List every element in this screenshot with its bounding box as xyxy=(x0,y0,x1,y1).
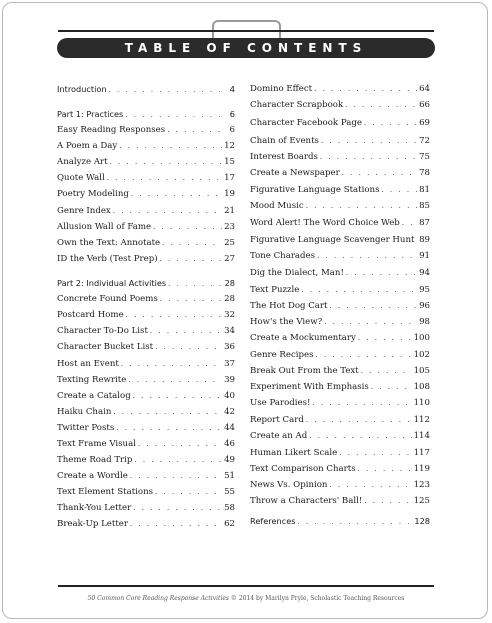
dot-leader xyxy=(316,348,412,362)
dot-leader xyxy=(306,199,417,213)
toc-entry-title: Genre Recipes xyxy=(250,350,314,360)
toc-entry-page: 25 xyxy=(224,238,235,248)
toc-entry-page: 123 xyxy=(413,480,430,490)
toc-entry xyxy=(57,308,235,322)
dot-leader xyxy=(133,501,222,515)
toc-entry-page: 40 xyxy=(224,391,235,401)
footer-credit xyxy=(0,595,492,602)
toc-entry-page: 78 xyxy=(419,168,430,178)
dot-leader xyxy=(133,389,222,403)
toc-entry xyxy=(250,166,430,180)
dot-leader xyxy=(138,437,222,451)
toc-entry xyxy=(57,204,235,218)
dot-leader xyxy=(131,187,222,201)
toc-entry-page: 96 xyxy=(419,301,430,311)
toc-entry-page: 21 xyxy=(224,206,235,216)
toc-entry-title: Part 1: Practices xyxy=(57,109,124,119)
dot-leader xyxy=(113,405,222,419)
dot-leader xyxy=(320,150,417,164)
toc-entry-title: Text Element Stations xyxy=(57,487,154,497)
toc-entry-title: Figurative Language Stations xyxy=(250,185,380,195)
dot-leader xyxy=(364,494,411,508)
toc-entry xyxy=(250,315,430,329)
toc-entry-page: 32 xyxy=(224,310,235,320)
toc-entry-page: 119 xyxy=(413,464,430,474)
dot-leader xyxy=(109,83,223,97)
dot-leader xyxy=(162,236,222,250)
toc-entry xyxy=(57,437,235,451)
toc-entry-title: Own the Text: Annotate xyxy=(57,238,161,248)
dot-leader xyxy=(128,373,222,387)
toc-entry-page: 98 xyxy=(419,317,430,327)
toc-entry-title: Text Puzzle xyxy=(250,285,300,295)
toc-entry-page: 89 xyxy=(419,235,430,245)
toc-entry-title: Use Parodies! xyxy=(250,398,311,408)
toc-entry xyxy=(250,216,430,230)
toc-entry-title: Character Facebook Page xyxy=(250,118,362,128)
top-rule xyxy=(58,30,434,32)
toc-entry-title: The Hot Dog Cart xyxy=(250,301,328,311)
toc-entry-title: Human Likert Scale xyxy=(250,448,338,458)
toc-entry-title: Twitter Posts xyxy=(57,423,115,433)
toc-entry-title: Easy Reading Responses xyxy=(57,125,166,135)
toc-entry-page: 39 xyxy=(224,375,235,385)
toc-entry-page: 28 xyxy=(224,294,235,304)
toc-entry xyxy=(250,413,430,427)
toc-entry xyxy=(57,485,235,499)
toc-entry-page: 36 xyxy=(224,342,235,352)
toc-entry-page: 6 xyxy=(229,109,235,119)
toc-entry-title: Create a Newspaper xyxy=(250,168,340,178)
dot-leader xyxy=(119,139,222,153)
dot-leader xyxy=(168,277,222,291)
dot-leader xyxy=(167,123,223,137)
dot-leader xyxy=(153,220,222,234)
toc-entry-title: Create a Wordle xyxy=(57,471,128,481)
dot-leader xyxy=(155,485,222,499)
toc-entry-title: Word Alert! The Word Choice Web xyxy=(250,218,400,228)
toc-entry xyxy=(250,494,430,508)
toc-entry-page: 81 xyxy=(419,185,430,195)
toc-entry xyxy=(57,517,235,531)
toc-entry-page: 72 xyxy=(419,136,430,146)
toc-entry-title: Texting Rewrite xyxy=(57,375,127,385)
dot-leader xyxy=(381,183,417,197)
toc-section-heading xyxy=(57,107,235,121)
toc-entry-title: Haiku Chain xyxy=(57,407,112,417)
toc-entry xyxy=(250,429,430,443)
toc-entry xyxy=(250,134,430,148)
toc-entry-title: Genre Index xyxy=(57,206,111,216)
toc-entry xyxy=(250,266,430,280)
toc-entry-title: References xyxy=(250,516,296,526)
dot-leader xyxy=(160,252,222,266)
toc-entry-title: ID the Verb (Test Prep) xyxy=(57,254,158,264)
dot-leader xyxy=(298,515,413,529)
toc-entry xyxy=(250,233,430,247)
toc-entry-title: Report Card xyxy=(250,415,304,425)
dot-leader xyxy=(321,134,417,148)
dot-leader xyxy=(371,380,412,394)
toc-entry-title: Break Out From the Text xyxy=(250,366,359,376)
toc-entry xyxy=(57,171,235,185)
toc-entry-page: 114 xyxy=(413,431,430,441)
toc-entry-title: A Poem a Day xyxy=(57,141,118,151)
toc-entry xyxy=(250,98,430,112)
toc-entry-page: 17 xyxy=(224,173,235,183)
toc-entry xyxy=(57,187,235,201)
toc-entry xyxy=(250,478,430,492)
toc-entry-page: 28 xyxy=(224,278,235,288)
toc-entry xyxy=(250,364,430,378)
toc-entry-page: 125 xyxy=(413,496,430,506)
toc-entry xyxy=(250,299,430,313)
bottom-rule xyxy=(58,585,434,587)
dot-leader xyxy=(130,517,222,531)
toc-entry xyxy=(57,501,235,515)
toc-entry xyxy=(57,252,235,266)
toc-entry-title: Poetry Modeling xyxy=(57,189,129,199)
dot-leader xyxy=(309,429,411,443)
toc-entry-page: 94 xyxy=(419,268,430,278)
dot-leader xyxy=(116,421,222,435)
toc-entry-title: Text Comparison Charts xyxy=(250,464,356,474)
toc-entry xyxy=(57,324,235,338)
toc-entry-page: 15 xyxy=(224,157,235,167)
toc-entry-title: Figurative Language Scavenger Hunt xyxy=(250,235,415,245)
toc-entry-page: 108 xyxy=(413,382,430,392)
toc-entry xyxy=(57,421,235,435)
toc-entry-page: 19 xyxy=(224,189,235,199)
toc-entry-title: Interest Boards xyxy=(250,152,318,162)
toc-entry-page: 75 xyxy=(419,152,430,162)
toc-entry-title: Theme Road Trip xyxy=(57,455,133,465)
footer-book-title: 50 Common Core Reading Response Activities xyxy=(87,595,229,602)
dot-leader xyxy=(345,98,417,112)
toc-entry xyxy=(250,150,430,164)
dot-leader xyxy=(346,266,417,280)
dot-leader xyxy=(361,364,412,378)
toc-entry-title: Analyze Art xyxy=(57,157,108,167)
dot-leader xyxy=(113,204,222,218)
toc-entry-page: 4 xyxy=(229,84,235,94)
dot-leader xyxy=(125,108,223,122)
dot-leader xyxy=(121,357,222,371)
toc-entry-title: Dig the Dialect, Man! xyxy=(250,268,344,278)
toc-entry-title: Postcard Home xyxy=(57,310,124,320)
toc-entry-title: Host an Event xyxy=(57,359,119,369)
toc-entry-page: 64 xyxy=(419,84,430,94)
dot-leader xyxy=(364,116,417,130)
toc-entry-page: 128 xyxy=(414,516,430,526)
toc-entry-page: 95 xyxy=(419,285,430,295)
toc-entry-title: Domino Effect xyxy=(250,84,313,94)
toc-entry-title: Chain of Events xyxy=(250,136,319,146)
toc-entry-title: News Vs. Opinion xyxy=(250,480,328,490)
toc-entry-title: Character To-Do List xyxy=(57,326,148,336)
toc-entry-page: 42 xyxy=(224,407,235,417)
toc-entry-title: Experiment With Emphasis xyxy=(250,382,369,392)
dot-leader xyxy=(301,283,417,297)
toc-entry-title: Character Bucket List xyxy=(57,342,154,352)
toc-entry-page: 37 xyxy=(224,359,235,369)
toc-entry xyxy=(57,139,235,153)
dot-leader xyxy=(329,478,411,492)
toc-entry-page: 100 xyxy=(413,333,430,343)
toc-entry xyxy=(250,462,430,476)
toc-entry-page: 117 xyxy=(413,448,430,458)
dot-leader xyxy=(314,82,417,96)
toc-entry-title: Text Frame Visual xyxy=(57,439,136,449)
toc-entry-title: Character Scrapbook xyxy=(250,100,344,110)
toc-entry-page: 49 xyxy=(224,455,235,465)
dot-leader xyxy=(324,315,417,329)
toc-entry-title: Throw a Characters' Ball! xyxy=(250,496,363,506)
toc-entry xyxy=(250,348,430,362)
toc-entry-page: 66 xyxy=(419,100,430,110)
toc-entry-title: Create a Catalog xyxy=(57,391,131,401)
toc-entry xyxy=(57,292,235,306)
dot-leader xyxy=(130,469,222,483)
toc-entry xyxy=(57,123,235,137)
dot-leader xyxy=(416,233,417,247)
toc-entry-title: Break-Up Letter xyxy=(57,519,128,529)
toc-entry-title: Quote Wall xyxy=(57,173,105,183)
toc-entry xyxy=(57,340,235,354)
toc-entry xyxy=(250,116,430,130)
dot-leader xyxy=(342,166,417,180)
toc-entry-title: Create a Mockumentary xyxy=(250,333,356,343)
toc-entry xyxy=(57,357,235,371)
toc-entry-title: Part 2: Individual Activities xyxy=(57,278,167,288)
toc-entry xyxy=(250,183,430,197)
toc-entry-page: 87 xyxy=(419,218,430,228)
dot-leader xyxy=(312,396,411,410)
footer-copyright: © 2014 by Marilyn Pryle, Scholastic Teaching Resources xyxy=(230,595,405,602)
folder-tab-decoration xyxy=(212,20,281,38)
toc-entry-title: How's the View? xyxy=(250,317,323,327)
toc-entry-title: Thank-You Letter xyxy=(57,503,132,513)
toc-entry-page: 55 xyxy=(224,487,235,497)
toc-entry xyxy=(57,389,235,403)
toc-entry-page: 105 xyxy=(413,366,430,376)
dot-leader xyxy=(306,413,412,427)
toc-entry xyxy=(57,220,235,234)
toc-entry-title: Allusion Wall of Fame xyxy=(57,222,152,232)
toc-entry-page: 6 xyxy=(229,125,235,135)
toc-entry xyxy=(57,373,235,387)
toc-entry-page: 91 xyxy=(419,251,430,261)
toc-entry xyxy=(250,283,430,297)
dot-leader xyxy=(402,216,417,230)
toc-entry-page: 46 xyxy=(224,439,235,449)
dot-leader xyxy=(358,462,412,476)
toc-entry-page: 62 xyxy=(224,519,235,529)
dot-leader xyxy=(358,331,412,345)
toc-entry xyxy=(250,446,430,460)
toc-entry xyxy=(250,199,430,213)
toc-entry xyxy=(250,396,430,410)
toc-section-heading xyxy=(57,276,235,290)
dot-leader xyxy=(107,171,222,185)
dot-leader xyxy=(317,249,417,263)
toc-entry-page: 112 xyxy=(413,415,430,425)
dot-leader xyxy=(126,308,222,322)
toc-entry-title: Introduction xyxy=(57,84,107,94)
dot-leader xyxy=(150,324,222,338)
toc-entry-page: 23 xyxy=(224,222,235,232)
toc-entry xyxy=(57,469,235,483)
toc-entry-page: 110 xyxy=(413,398,430,408)
dot-leader xyxy=(160,292,222,306)
toc-entry-page: 44 xyxy=(224,423,235,433)
toc-entry-page: 58 xyxy=(224,503,235,513)
toc-entry xyxy=(57,453,235,467)
toc-entry xyxy=(250,82,430,96)
toc-entry xyxy=(57,236,235,250)
dot-leader xyxy=(155,340,222,354)
dot-leader xyxy=(134,453,222,467)
dot-leader xyxy=(330,299,418,313)
toc-section-heading xyxy=(57,82,235,96)
toc-entry-page: 12 xyxy=(224,141,235,151)
toc-entry-page: 51 xyxy=(224,471,235,481)
toc-entry-title: Concrete Found Poems xyxy=(57,294,158,304)
toc-section-heading xyxy=(250,514,430,528)
toc-entry-title: Create an Ad xyxy=(250,431,308,441)
toc-entry-title: Tone Charades xyxy=(250,251,316,261)
toc-entry-page: 69 xyxy=(419,118,430,128)
toc-entry xyxy=(250,249,430,263)
toc-entry-page: 34 xyxy=(224,326,235,336)
toc-entry xyxy=(250,380,430,394)
toc-entry-title: Mood Music xyxy=(250,201,304,211)
toc-entry-page: 85 xyxy=(419,201,430,211)
toc-entry xyxy=(250,331,430,345)
page-title: TABLE OF CONTENTS xyxy=(57,38,435,58)
dot-leader xyxy=(339,446,411,460)
toc-entry-page: 27 xyxy=(224,254,235,264)
toc-entry-page: 102 xyxy=(413,350,430,360)
toc-entry xyxy=(57,155,235,169)
toc-entry xyxy=(57,405,235,419)
dot-leader xyxy=(110,155,222,169)
